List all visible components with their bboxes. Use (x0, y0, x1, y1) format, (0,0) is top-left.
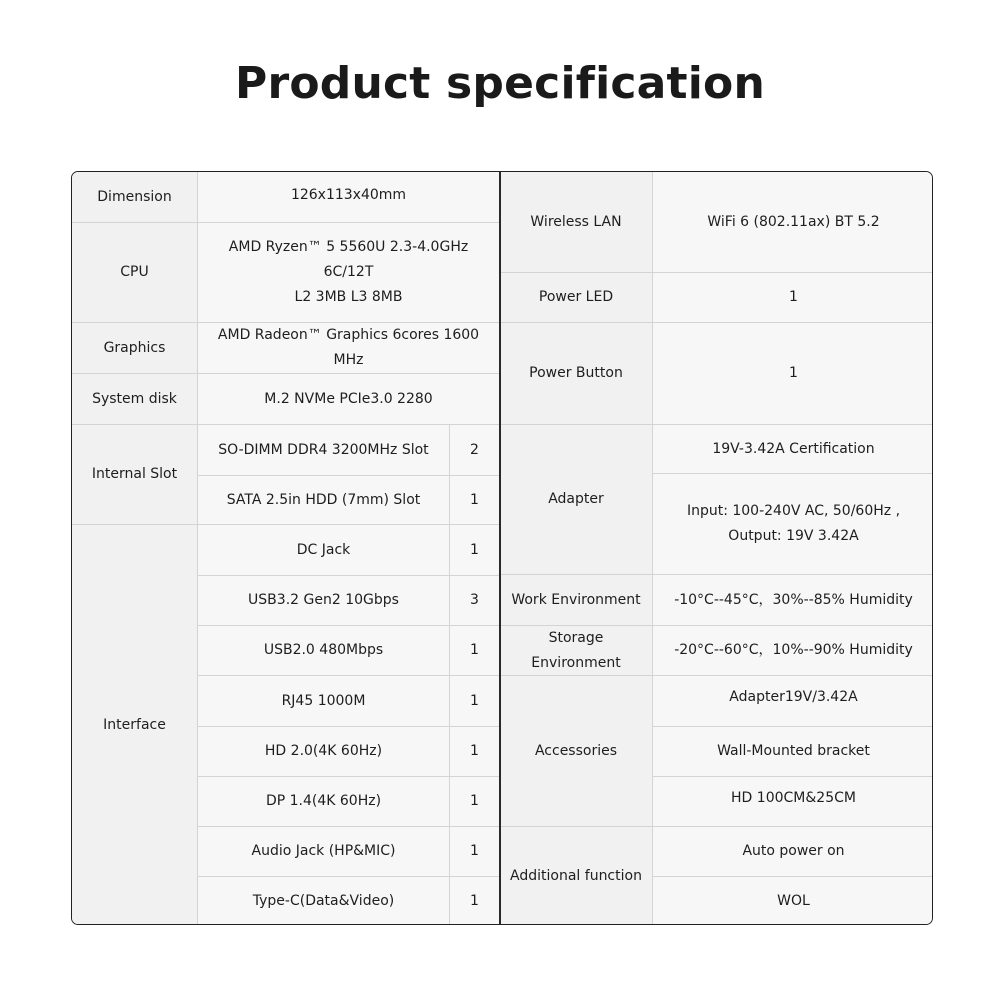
work-environment-value: -10°C--45°C，30%--85% Humidity (653, 575, 933, 626)
additional-function-item: Auto power on (653, 827, 933, 877)
interface-row-name: USB3.2 Gen2 10Gbps (198, 576, 450, 626)
interface-row-qty: 1 (450, 777, 500, 827)
spec-table (71, 171, 933, 925)
internal-slot-row-qty: 1 (450, 476, 500, 525)
interface-row-qty: 1 (450, 727, 500, 777)
accessory-item: HD 100CM&25CM (653, 777, 933, 827)
interface-row-qty: 1 (450, 877, 500, 925)
wireless-lan-label: Wireless LAN (500, 172, 653, 273)
cpu-value-line1: AMD Ryzen™ 5 5560U 2.3-4.0GHz 6C/12T (228, 239, 469, 280)
power-led-value: 1 (653, 273, 933, 323)
dimension-label: Dimension (72, 172, 198, 223)
internal-slot-label: Internal Slot (72, 425, 198, 525)
work-environment-label: Work Environment (500, 575, 653, 626)
storage-environment-value: -20°C--60°C，10%--90% Humidity (653, 626, 933, 676)
interface-row-qty: 3 (450, 576, 500, 626)
interface-row-name: Type-C(Data&Video) (198, 877, 450, 925)
system-disk-value: M.2 NVMe PCIe3.0 2280 (198, 374, 500, 425)
internal-slot-row-name: SO-DIMM DDR4 3200MHz Slot (198, 425, 450, 476)
interface-row-name: DC Jack (198, 525, 450, 576)
cpu-value-line2: L2 3MB L3 8MB (294, 289, 403, 305)
accessory-item: Wall-Mounted bracket (653, 727, 933, 777)
interface-label: Interface (72, 525, 198, 925)
interface-row-name: RJ45 1000M (198, 676, 450, 727)
interface-row-qty: 1 (450, 827, 500, 877)
cpu-value (198, 223, 500, 323)
internal-slot-row-name: SATA 2.5in HDD (7mm) Slot (198, 476, 450, 525)
adapter-input: Input: 100-240V AC, 50/60Hz , (686, 503, 901, 519)
storage-environment-label: Storage Environment (500, 626, 653, 676)
interface-row-qty: 1 (450, 676, 500, 727)
page-title: Product specification (235, 58, 765, 109)
graphics-label: Graphics (72, 323, 198, 374)
power-button-label: Power Button (500, 323, 653, 425)
interface-row-name: HD 2.0(4K 60Hz) (198, 727, 450, 777)
interface-row-name: Audio Jack (HP&MIC) (198, 827, 450, 877)
adapter-label: Adapter (500, 425, 653, 575)
adapter-certification: 19V-3.42A Certification (653, 425, 933, 474)
interface-row-qty: 1 (450, 626, 500, 676)
additional-function-item: WOL (653, 877, 933, 925)
internal-slot-row-qty: 2 (450, 425, 500, 476)
power-led-label: Power LED (500, 273, 653, 323)
wireless-lan-value: WiFi 6 (802.11ax) BT 5.2 (653, 172, 933, 273)
additional-function-label: Additional function (500, 827, 653, 925)
accessory-item: Adapter19V/3.42A (653, 676, 933, 727)
cpu-label: CPU (72, 223, 198, 323)
power-button-value: 1 (653, 323, 933, 425)
dimension-value: 126x113x40mm (198, 172, 500, 223)
adapter-output: Output: 19V 3.42A (728, 528, 859, 544)
column-divider (499, 172, 501, 925)
interface-row-name: USB2.0 480Mbps (198, 626, 450, 676)
interface-row-qty: 1 (450, 525, 500, 576)
adapter-io (653, 474, 933, 575)
accessories-label: Accessories (500, 676, 653, 827)
interface-row-name: DP 1.4(4K 60Hz) (198, 777, 450, 827)
graphics-value: AMD Radeon™ Graphics 6cores 1600 MHz (198, 323, 500, 374)
system-disk-label: System disk (72, 374, 198, 425)
